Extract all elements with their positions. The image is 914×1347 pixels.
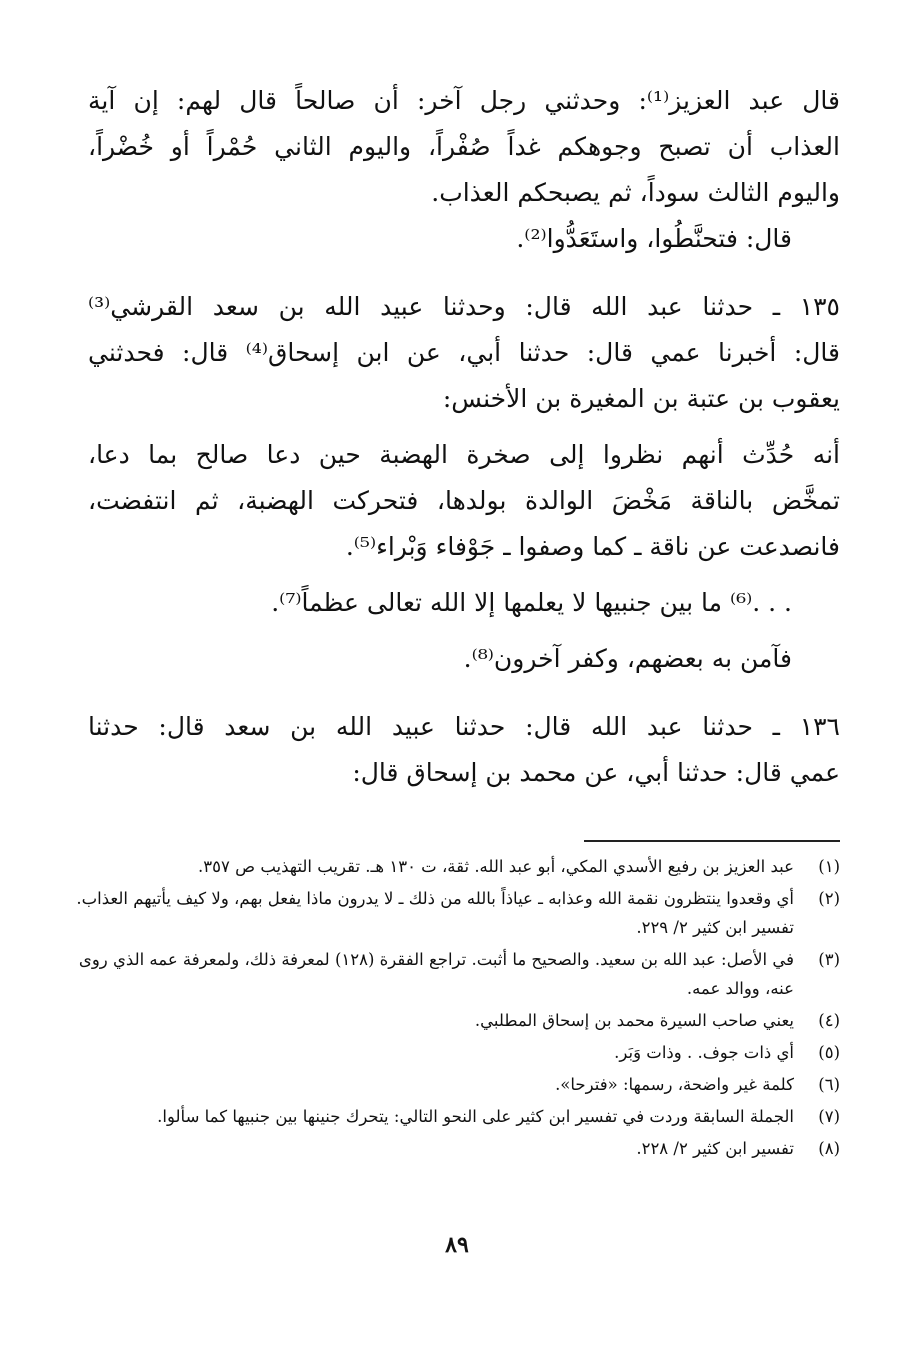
footnote-number: (٢) xyxy=(818,889,840,908)
footnote-divider xyxy=(584,840,840,842)
footnote-6 xyxy=(76,1070,840,1099)
footnote-number: (٣) xyxy=(818,950,840,969)
text-line: أنه حُدِّث أنهم نظروا إلى صخرة الهضبة حين دعا صالح بما دعا، xyxy=(88,440,840,469)
text-line: فآمن به بعضهم، وكفر آخرون⁽⁸⁾. xyxy=(463,644,792,673)
footnote-number: (٥) xyxy=(818,1043,840,1062)
paragraph-136-line: ١٣٦ ـ حدثنا عبد الله قال: حدثنا عبيد الله بن سعد قال: حدثنا xyxy=(88,712,840,741)
footnote-7 xyxy=(76,1102,840,1131)
text-line: فانصدعت عن ناقة ـ كما وصفوا ـ جَوْفاء وَبْراء⁽⁵⁾. xyxy=(345,532,840,561)
page-number: ٨٩ xyxy=(445,1232,469,1258)
main-text xyxy=(88,78,840,796)
footnote-text: عبد العزيز بن رفيع الأسدي المكي، أبو عبد الله. ثقة، ت ١٣٠ هـ. تقريب التهذيب ص ٣٥٧. xyxy=(198,857,794,876)
footnote-8 xyxy=(76,1134,840,1163)
footnote-text: في الأصل: عبد الله بن سعيد. والصحيح ما أثبت. تراجع الفقرة (١٢٨) لمعرفة ذلك، ولمعرفة عمه الذي روى عنه، ووالد عمه. xyxy=(78,950,794,998)
footnote-5 xyxy=(76,1038,840,1067)
text-line: عمي قال: حدثنا أبي، عن محمد بن إسحاق قال: xyxy=(352,758,840,787)
footnote-text: الجملة السابقة وردت في تفسير ابن كثير على النحو التالي: يتحرك جنينها بين جنبيها كما سألوا. xyxy=(157,1107,794,1126)
footnote-text: أي وقعدوا ينتظرون نقمة الله وعذابه ـ عياذاً بالله من ذلك ـ لا يدرون ماذا يفعل بهم، ولا كيف يأتيهم العذاب. تفسير ابن كثير ٢/ ٢٢٩. xyxy=(76,889,794,937)
footnote-1 xyxy=(76,852,840,881)
footnote-number: (٤) xyxy=(818,1011,840,1030)
footnote-text: يعني صاحب السيرة محمد بن إسحاق المطلبي. xyxy=(474,1011,794,1030)
text-line: العذاب أن تصبح وجوهكم غداً صُفْراً، واليوم الثاني حُمْراً أو خُضْراً، xyxy=(88,132,840,161)
paragraph-135-line: ١٣٥ ـ حدثنا عبد الله قال: وحدثنا عبيد الله بن سعد القرشي⁽³⁾ xyxy=(88,292,840,321)
footnote-text: تفسير ابن كثير ٢/ ٢٢٨. xyxy=(636,1139,794,1158)
footnotes xyxy=(76,852,840,1166)
text-line: يعقوب بن عتبة بن المغيرة بن الأخنس: xyxy=(442,384,840,413)
footnote-2 xyxy=(76,884,840,942)
text-line: تمخَّض بالناقة مَخْضَ الوالدة بولدها، فتحركت الهضبة، ثم انتفضت، xyxy=(88,486,840,515)
footnote-3 xyxy=(76,945,840,1003)
footnote-number: (٧) xyxy=(818,1107,840,1126)
text-line: . . .⁽⁶⁾ ما بين جنبيها لا يعلمها إلا الله تعالى عظماً⁽⁷⁾. xyxy=(271,588,792,617)
text-line: قال: فتحنَّطُوا، واستَعَدُّوا⁽²⁾. xyxy=(516,224,792,253)
footnote-text: كلمة غير واضحة، رسمها: «فترحا». xyxy=(555,1075,794,1094)
footnote-number: (١) xyxy=(818,857,840,876)
footnote-number: (٨) xyxy=(818,1139,840,1158)
footnote-4 xyxy=(76,1006,840,1035)
text-line: قال عبد العزيز⁽¹⁾: وحدثني رجل آخر: أن صالحاً قال لهم: إن آية xyxy=(88,86,841,115)
footnote-text: أي ذات جوف. . وذات وَبَر. xyxy=(614,1043,794,1062)
footnote-number: (٦) xyxy=(818,1075,840,1094)
text-line: واليوم الثالث سوداً، ثم يصبحكم العذاب. xyxy=(431,178,840,207)
text-line: قال: أخبرنا عمي قال: حدثنا أبي، عن ابن إسحاق⁽⁴⁾ قال: فحدثني xyxy=(88,338,840,367)
